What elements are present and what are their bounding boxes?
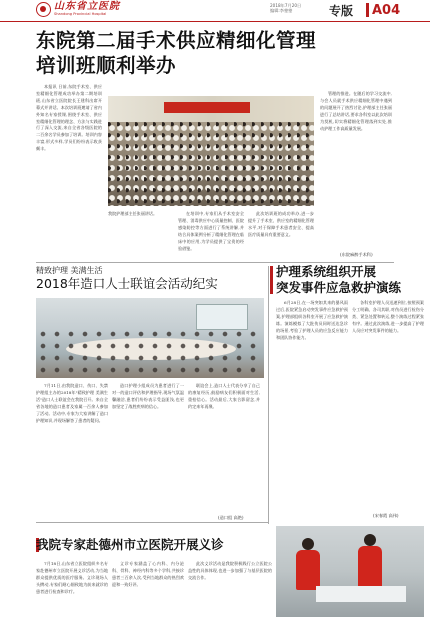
- article3-headline: [276, 264, 401, 296]
- article1-column-3: 此次培训班的成功举办,进一步提升了手术室、供应室的精细化管理水平,对于保障手术患者安全、提高医疗质量具有重要意义。: [248, 211, 314, 237]
- column-separator: [268, 266, 269, 524]
- hospital-seal-icon: [36, 2, 51, 17]
- page-number-text: A04: [372, 2, 401, 18]
- article1-column-1: 本报讯 日前,东院手术室、供应室精细化管理成功举办第二期培训班,山东省立医院院长王建科出席开幕式并讲话。本次培训班邀请了省内外知名专家授课,围绕手术室、供应室精细化管理的理念、方法与实践进行了深入交流,来自全省各级医院的二百余名学员参加了培训。培训内容丰富,形式多样,学员们纷纷表示收获颇丰。: [36, 84, 102, 152]
- article1-column-4: 管理的推进。在随后的学习交流中,与会人员就手术供应精细化管理中遇到的问题展开了热烈讨论,护理部主任张丽进行了总结讲话,要求各科室以此次培训为契机,切实将精细化管理落到实处,推动护理工作高质量发展。: [320, 91, 392, 131]
- article4-headline: 我院专家赴德州市立医院开展义诊: [36, 537, 224, 552]
- article4-column-3: 此次义诊活动是我院积极践行公立医院公益性的具体体现,也进一步加强了与基层医院的交流合作。: [188, 561, 272, 580]
- article1-byline: (东院麻醉手术科): [340, 252, 373, 257]
- article2-headline: 2018年造口人士联谊会活动纪实: [36, 276, 218, 291]
- page-number-bar: [366, 3, 369, 17]
- article3-byline: (宋春霞 高伟): [373, 513, 399, 518]
- article1-photo-caption: 我院护理部主任张丽讲话。: [108, 211, 158, 216]
- article1-headline: [36, 28, 396, 78]
- section-divider: [36, 262, 394, 263]
- issue-date: 2018年7月20日: [270, 3, 302, 8]
- article2-column-1: 7月11日,由我院造口、伤口、失禁护理组主办的2018年"精致护理 美满生活"造口人士联谊会在我院召开。来自全省各地的造口患者及家属一百余人参加了活动。活动中,专家为大家讲解了造口护理知识,并现场解答了患者的疑问。: [36, 383, 108, 423]
- issue-info: [270, 3, 301, 14]
- training-group-photo: [108, 96, 314, 206]
- logo-chinese-name: 山东省立医院: [54, 1, 120, 13]
- article2-column-2: 造口护理小组成员为患者进行了一对一的造口评估和护理指导,现场气氛温馨融洽,患者们纷纷表示受益匪浅,也更加坚定了战胜疾病的信心。: [112, 383, 184, 409]
- article3-headline-line2: 突发事件应急救护演练: [276, 280, 402, 295]
- article2-byline: (造口组 高艳): [218, 515, 244, 520]
- section-name: 专版: [329, 4, 354, 18]
- article4-column-2: 义诊专家涵盖了心内科、内分泌科、骨科、神经内科等多个学科,共接诊患者三百余人次,受到当地群众的热烈欢迎和一致好评。: [112, 561, 184, 587]
- ostomy-meeting-photo: [36, 298, 264, 378]
- drill-photo: [276, 526, 424, 617]
- article1-headline-line1: 东院第二届手术供应精细化管理: [36, 29, 317, 52]
- issue-editor: 编辑:李蓥蓥: [270, 8, 293, 14]
- article4-column-1: 7月18日,山东省立医院组织多名专家赴德州市立医院开展义诊活动,为当地群众提供优质的医疗服务。义诊现场人头攒动,专家们耐心细致地为前来就诊的患者进行检查和诊疗。: [36, 561, 108, 594]
- article3-headline-line1: 护理系统组织开展: [276, 264, 377, 279]
- article3-column-1: 6月28日,在一场突如其来的暴风雨过后,医院紧急启动突发事件应急救护预案,护理部组织各科室开展了应急救护演练。演练模拟了大批伤员同时送达急诊的场景,考验了护理人员的应急反应能力和团队协作能力。: [276, 300, 348, 340]
- article3-column-2: 各科室护理人员迅速到位,按照预案分工明确、各司其职,对伤员进行检伤分类、紧急处置和转运,整个演练过程紧张有序。通过此次演练,进一步提高了护理人员应对突发事件的能力。: [352, 300, 424, 333]
- page-number: [366, 0, 430, 20]
- bottom-divider: [36, 522, 268, 523]
- article2-kicker: 精致护理 美满生活: [36, 266, 103, 275]
- article1-column-2: 在培训中,专家们从手术室安全管理、消毒供应中心质量控制、医院感染防控等方面进行了系统讲解,并结合具体案例分析了精细化管理在临床中的应用,为学员提供了宝贵的经验借鉴。: [178, 211, 244, 251]
- article1-headline-line2: 培训班顺利举办: [36, 54, 177, 77]
- logo-english-name: Shandong Provincial Hospital: [54, 12, 107, 17]
- article2-column-3: 联谊会上,造口人士代表分享了自己的康复经历,鼓励病友们积极面对生活,重拾信心。活动最后,大家合影留念,并约定来年再聚。: [188, 383, 260, 409]
- masthead: [0, 0, 430, 22]
- hospital-logo: [36, 2, 120, 17]
- article3-accent-bar: [270, 266, 273, 294]
